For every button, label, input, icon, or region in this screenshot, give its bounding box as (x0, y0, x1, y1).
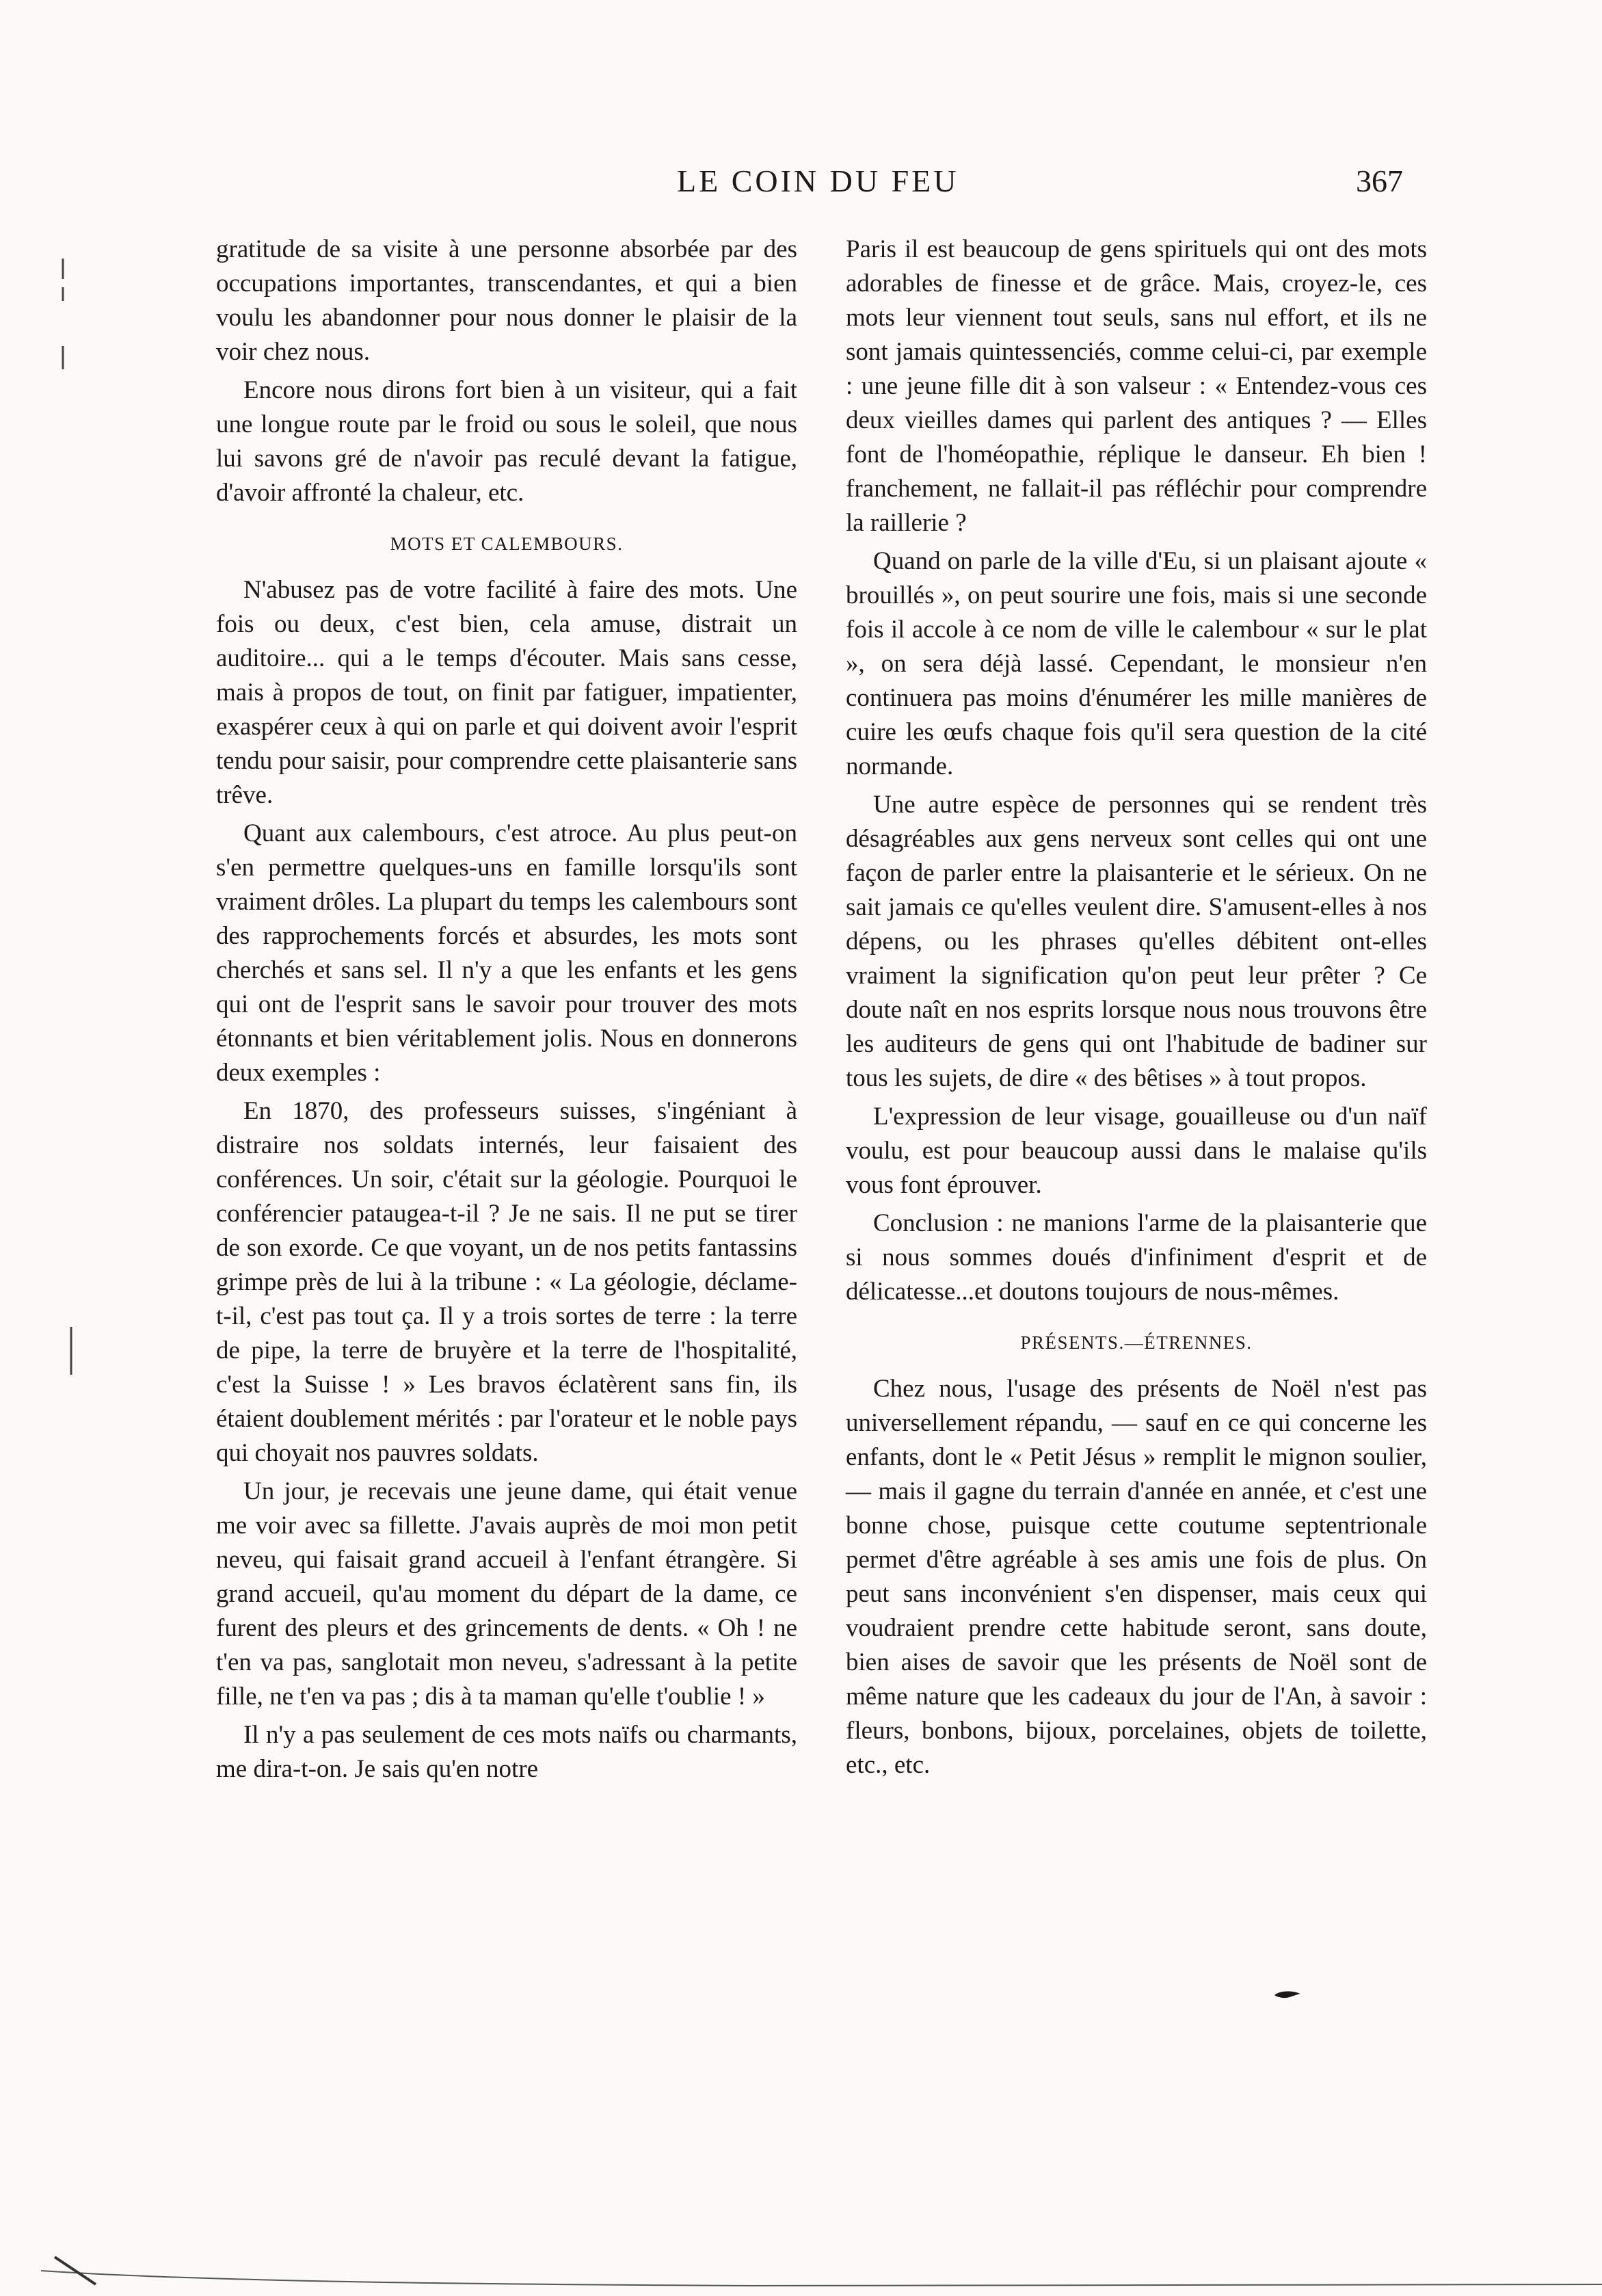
paragraph: En 1870, des professeurs suisses, s'ingéniant à distraire nos soldats internés, leur faisaient des conférences. Un soir, c'était sur la géologie. Pourquoi le conférencier pataugea-t-il ? Je ne sais. Il ne put se tirer de son exorde. Ce que voyant, un de nos petits fantassins grimpe près de lui à la tribune : « La géologie, déclame-t-il, c'est pas tout ça. Il y a trois sortes de terre : la terre de pipe, la terre de bruyère et la terre de l'hospitalité, c'est la Suisse ! » Les bravos éclatèrent sans fin, ils étaient doublement mérités : par l'orateur et le noble pays qui choyait nos pauvres soldats. (216, 1097, 797, 1467)
paragraph: N'abusez pas de votre facilité à faire des mots. Une fois ou deux, c'est bien, cela amuse, distrait un auditoire... qui a le temps d'écouter. Mais sans cesse, mais à propos de tout, on finit par fatiguer, impatienter, exaspérer ceux à qui on parle et qui doivent avoir l'esprit tendu pour saisir, pour comprendre cette plaisanterie sans trêve. (216, 576, 797, 809)
section-title: PRÉSENTS.—ÉTRENNES. (1020, 1332, 1253, 1353)
paragraph: Il n'y a pas seulement de ces mots naïfs ou charmants, me dira-t-on. Je sais qu'en notre (216, 1721, 797, 1783)
paragraph: gratitude de sa visite à une personne absorbée par des occupations importantes, transcendantes, et qui a bien voulu les abandonner pour nous donner le plaisir de la voir chez nous. (216, 235, 797, 366)
printer-ornament-icon (1273, 1989, 1302, 2000)
page-header (0, 163, 1602, 211)
left-column (216, 233, 797, 1791)
right-column (846, 233, 1427, 1786)
paragraph: Quant aux calembours, c'est atroce. Au plus peut-on s'en permettre quelques-uns en famille lorsqu'ils sont vraiment drôles. La plupart du temps les calembours sont des rapprochements forcés et absurdes, les mots sont cherchés et sans sel. Il n'y a que les enfants et les gens qui ont de l'esprit sans le savoir pour trouver des mots étonnants et bien véritablement jolis. Nous en donnerons deux exemples : (216, 819, 797, 1087)
paragraph: Conclusion : ne manions l'arme de la plaisanterie que si nous sommes doués d'infiniment d'esprit et de délicatesse...et doutons toujours de nous-mêmes. (846, 1209, 1427, 1306)
running-head: LE COIN DU FEU (677, 163, 959, 198)
page-number: 367 (1356, 163, 1403, 198)
section-title: MOTS ET CALEMBOURS. (390, 533, 624, 554)
paragraph: Paris il est beaucoup de gens spirituels qui ont des mots adorables de finesse et de grâce. Mais, croyez-le, ces mots leur viennent tout seuls, sans nul effort, et ils ne sont jamais quintessenciés, comme celui-ci, par exemple : une jeune fille dit à son valseur : « Entendez-vous ces deux vieilles dames qui parlent des antiques ? — Elles font de l'homéopathie, réplique le danseur. Eh bien ! franchement, ne fallait-il pas réfléchir pour comprendre la raillerie ? (846, 235, 1427, 537)
paragraph: Chez nous, l'usage des présents de Noël n'est pas universellement répandu, — sauf en ce qui concerne les enfants, dont le « Petit Jésus » remplit le mignon soulier, — mais il gagne du terrain d'année en année, et c'est une bonne chose, puisque cette coutume septentrionale permet d'être agréable à ses amis une fois de plus. On peut sans inconvénient s'en dispenser, mais ceux qui voudraient prendre cette habitude seront, sans doute, bien aises de savoir que les présents de Noël sont de même nature que les cadeaux du jour de l'An, à savoir : fleurs, bonbons, bijoux, porcelaines, objets de toilette, etc., etc. (846, 1375, 1427, 1779)
paragraph: Un jour, je recevais une jeune dame, qui était venue me voir avec sa fillette. J'avais auprès de moi mon petit neveu, qui faisait grand accueil à l'enfant étrangère. Si grand accueil, qu'au moment du départ de la dame, ce furent des pleurs et des grincements de dents. « Oh ! ne t'en va pas, sanglotait mon neveu, s'adressant à la petite fille, ne t'en va pas ; dis à ta maman qu'elle t'oublie ! » (216, 1477, 797, 1711)
paragraph: Quand on parle de la ville d'Eu, si un plaisant ajoute « brouillés », on peut sourire une fois, mais si une seconde fois il accole à ce nom de ville le calembour « sur le plat », on sera déjà lassé. Cependant, le monsieur n'en continuera pas moins d'énumérer les mille manières de cuire les œufs chaque fois qu'il sera question de la cité normande. (846, 547, 1427, 780)
paragraph: Une autre espèce de personnes qui se rendent très désagréables aux gens nerveux sont celles qui ont une façon de parler entre la plaisanterie et le sérieux. On ne sait jamais ce qu'elles veulent dire. S'amusent-elles à nos dépens, ou les phrases qu'elles débitent ont-elles vraiment la signification qu'on peut leur prêter ? Ce doute naît en nos esprits lorsque nous nous trouvons être les auditeurs de gens qui ont l'habitude de badiner sur tous les sujets, de dire « des bêtises » à tout propos. (846, 791, 1427, 1092)
paragraph: Encore nous dirons fort bien à un visiteur, qui a fait une longue route par le froid ou sous le soleil, que nous lui savons gré de n'avoir pas reculé devant la fatigue, d'avoir affronté la chaleur, etc. (216, 376, 797, 507)
paragraph: L'expression de leur visage, gouailleuse ou d'un naïf voulu, est pour beaucoup aussi dans le malaise qu'ils vous font éprouver. (846, 1103, 1427, 1199)
